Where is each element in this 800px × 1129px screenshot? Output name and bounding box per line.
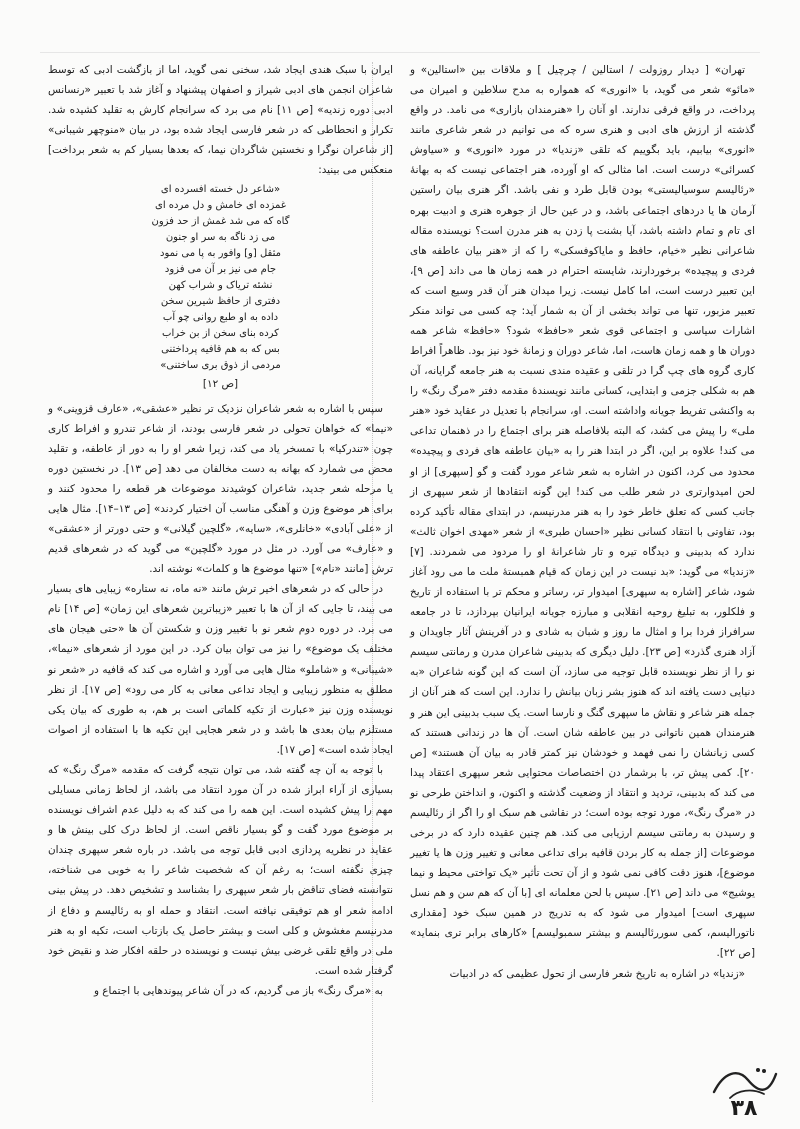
- poem-quote: [48, 182, 393, 374]
- poem-line: جام می نیز بر آن می فزود: [164, 264, 277, 276]
- page-number: ۳۸: [730, 1096, 758, 1121]
- paragraph: به «مرگ رنگ» باز می گردیم، که در آن شاعر پیوندهایی با اجتماع و: [93, 984, 383, 997]
- paragraph: در حالی که در شعرهای اخیر ترش مانند «نه ماه، نه ستاره» زیبایی های بسیار می بیند، تا جایی که از آن ها با تعبیر «زیباترین شعرهای این زمان» [ص ۱۴] نام می برد. در دوره دوم شعر نو با تغییر وزن و شکستن آن ها «حتی هیجان های مختلف یک موضوع» را نیز می توان بیان کرد. در این مورد از شعرهای «نیما»، «شیبانی» و «شاملو» مثال هایی می آورد و اشاره می کند که قافیه در «شعر نو مطلق به منظور زیبایی و ایجاد تداعی معانی به کار می رود» [ص ۱۷]. از نظر نویسنده وزن نیز «عبارت از تکیه کلماتی است بر هم، به طوری که بیان یکی مستلزم بیان بعدی ها باشد و در شعر هجایی این تکیه ها با استفاده از اصوات ایجاد شده است» [ص ۱۷].: [48, 583, 393, 756]
- poem-line: دفتری از حافظ شیرین سخن: [160, 296, 281, 308]
- paragraph: سپس با اشاره به شعر شاعران نزدیک تر نظیر «عشقی»، «عارف قزوینی» و «نیما» که خواهان تحولی در شعر فارسی بودند، از شاعر تندرو و افراط کاری چون «تندرکیا» با تمسخر یاد می کند، زیرا شعر او را به دور از عاطفه، و تقلید محض می شمارد که بهانه به دست مخالفان می دهد [ص ۱۳]. در نخستین دوره یا مرحله شعر جدید، شاعران کوشیدند موضوعات هر قطعه را محدود کنند و برای هر موضوع وزن و آهنگی مناسب آن اختیار کردند» [ص ۱۳–۱۴]. مثال هایی از «علی آبادی» «خانلری»، «سایه»، «گلچین گیلانی» و حتی دورتر از «عشقی» و «عارف» می آورد. در مثل در مورد «گلچین» می گوید که در شعرهای قدیم ترش [مانند «نام»] «تنها موضوع ها و کلمات» نوشته اند.: [48, 402, 393, 576]
- poem-line: می زد ناگه به سر او جنون: [165, 232, 276, 244]
- poem-line: «شاعر دل خسته افسرده ای: [160, 184, 281, 196]
- top-border: [40, 52, 760, 53]
- paragraph: تهران» [ دیدار روزولت / استالین / چرچیل ] و ملاقات بین «استالین» و «مائو» شعر می گوید، با «انوری» که همواره به مدح سلاطین و امیران می پرداخت، در واقع فرقی ندارند. او آنان را «هنرمندان بازاری» می نامد. در واقع گذشته از ارزش های ادبی و هنری سره که می توانیم در شعر شاعری مانند «انوری» بیابیم، باید بگوییم که تلقی «زندیا» در مورد «انوری» و «سیاوش کسرائی» درست است. اما مثالی که او آورده، هنر اجتماعی نیست که به بهانۀ «رئالیسم سوسیالیستی» بودن قابل طرد و نفی باشد. اگر هنری بیان راستین آرمان ها یا دردهای اجتماعی باشد، و در عین حال از جوهره هنری و ادبیت بهره ای تام و تمام داشته باشد، آیا بشنت پا زدن به هنر مدرن است؟ نویسنده مقاله شاعرانی نظیر «خیام، حافظ و مایاکوفسکی» را که از «هنر بیان عاطفه های فردی و پیچیده» برخوردارند، شایسته احترام در همه زمان ها می داند [ص ۹]، این تعبیر درست است، اما کامل نیست. زیرا میدان هنر آن قدر وسیع است که تعبیر مزبور، تنها می تواند بخشی از آن به شمار آید: چه کسی می تواند منکر اشارات سیاسی و اجتماعی قوی شعر «حافظ» شود؟ «حافظ» شاعر همه دوران ها و همه زمان هاست، اما، شاعر دوران و زمانۀ خود نیز بود. ظاهراً افراط کاری گروه های چپ گرا در تلقی و عقیده مندی نسبت به هنر جامعه گرایانه، آن هم به شکلی جزمی و ابتدایی، کسانی مانند نویسندۀ مقدمه دفتر «مرگ رنگ» را به واکنشی تفریط جویانه واداشته است. او، سرانجام با تعدیل در عقاید خود «هنر ملی» را پیش می کشد، که البته بلافاصله هنر برای اجتماع را در ذهنمان تداعی می کند! علاوه بر این، اگر در ابتدا هنر را به «بیان عاطفه های فردی و پیچیده» محدود می کرد، اکنون در اشاره به شعر شاعر مورد گفت و گو [سپهری] از او لحن امیدوارتری در شعر طلب می کند! این گونه انتقادها از شعر سپهری از جانب کسی که تعلق خاطر خود را به هنر مدرنیسم، در ابتدای مقاله تأکید کرده بود، تفاوتی با انتقاد کسانی نظیر «احسان طبری» از شعر «مهدی اخوان ثالث» ندارد که بدبینی و دیدگاه تیره و تار شاعرانۀ او را مردود می شمردند. [۷] «زندیا» می گوید: «بد نیست در این زمان که قیام همبستۀ ملت ما می رود آغاز شود، شاعر [اشاره به سپهری] امیدوار تر، رساتر و محکم تر با استفاده از تاریخ و فلکلور، به تبلیغ روحیه انقلابی و مبارزه جویانه ایرانیان بپردازد، تا در جامعه سرافراز فردا برا و امثال ما روز و شبان به شادی و در آفرینش آثار جاویدان و آزاد هنری گذرد» [ص ۲۳]. دلیل دیگری که بدبینی شاعران مدرن و رمانتی سیسم نو را از نظر نویسنده قابل توجیه می سازد، آن است که این گونه شاعران «به دنیایی دست یافته اند که هنوز بشر زبان بیانش را ندارد. این است که هنر آنان از جمله هنر شاعر و نقاش ما سپهری گنگ و نارسا است. یک سبب بدبینی این هنر و هنرمندان همین ناتوانی در بین عاطفه شان است. آن ها در زندانی هستند که کسی زبانشان را نمی فهمد و خودشان نیز کمتر قادر به بیان آن هستند» [ص ۲۰]. کمی پیش تر، با برشمار دن اختصاصات محتوایی شعر سپهری اعتقاد پیدا می کند که بدبینی، تردید و انتقاد از وضعیت گذشته و اکنون، و انداختن طرحی نو در «مرگ رنگ»، مورد توجه بوده است؛ در نقاشی هم سبک او را اگر از رئالیسم و رسیدن به رمانتی سیسم ارزیابی می کند. هم چنین عقیده دارد که در برخی موضوعات [از جمله به کار بردن قافیه برای تداعی معانی و تغییر وزن ها یا تغییر موضوع]، هنوز دقت کافی نمی شود و از آن تحت تأثیر «یک تواختی محیط و نیما یوشیج» می داند [ص ۲۱]. سپس با لحن معلمانه ای [با آن که هم سن و هم نسل سپهری است] امیدوار می شود که به تدریج در همین سبک خود [مقداری ناتورالیسم، کمی سوررئالیسم و بیشتر سمبولیسم] «کارهای برابر تری بنماید» [ص ۲۲].: [410, 64, 755, 960]
- poem-line: نشئه تریاک و شراب کهن: [168, 280, 273, 292]
- poem-line: کرده بنای سخن از بن خراب: [162, 328, 279, 340]
- poem-line: مثقل [و] وافور به پا می نمود: [160, 248, 281, 260]
- poem-line: بس که به هم قافیه پرداختنی: [161, 344, 280, 356]
- poem-line: داده به او طبع روانی چو آب: [162, 312, 279, 324]
- paragraph: «زندیا» در اشاره به تاریخ شعر فارسی از تحول عظیمی که در ادبیات: [449, 967, 745, 980]
- poem-line: غمزده ای خامش و دل مرده ای: [155, 200, 286, 212]
- paragraph: ایران با سبک هندی ایجاد شد، سخنی نمی گوید، اما از بازگشت ادبی که توسط شاعران انجمن های ادبی شیراز و اصفهان پیشنهاد و آغاز شد با تعبیر «رنسانس ادبی دوره زندیه» [ص ۱۱] نام می برد که سرانجام کارش به تقلید کشیده شد. تکرار و انحطاطی که در شعر فارسی ایجاد شده بود، در بیان «منوچهر شیبانی» [از شاعران نوگرا و نخستین شاگردان نیما، که بعدها بسیار کم به شعر برداخت] منعکس می بینید:: [48, 64, 394, 177]
- left-column: [48, 60, 393, 1001]
- poem-line: گاه که می شد غمش از حد فزون: [151, 216, 290, 228]
- right-column: [410, 60, 755, 984]
- poem-page-reference: [ص ۱۲]: [202, 378, 239, 391]
- paragraph: با توجه به آن چه گفته شد، می توان نتیجه گرفت که مقدمه «مرگ رنگ» که بسیاری از آراء ابراز شده در آن مورد انتقاد می باشد، از لحاظ زمانی مسایلی مهم را پیش کشیده است. این همه را می کند که به دلیل عدم اشراف نویسنده بر موضوع مورد گفت و گو بسیار ناقص است. از لحاظ درک کلی بینش ها و عقاید در نظریه پردازی ادبی قابل توجه می باشد. در باره شعر سپهری چندان چیزی نگفته است؛ به رغم آن که شخصیت شاعر را به خوبی می شناخته، نتوانسته فضای تناقض بار شعر سپهری را بشناسد و تشخیص دهد. در پیش بینی ادامه شعر او هم توفیقی نیافته است. انتقاد و حمله او به رئالیسم و دفاع از مدرنیسم مغشوش و کلی است و بیشتر حاصل یک بازتاب است، تکیه او به هنر ملی در واقع تلقی غرضی بیش نیست و نویسنده در حلقه افکار ضد و نقیض خود گرفتار شده است.: [48, 763, 393, 977]
- poem-line: مردمی از ذوق بری ساختنی»: [160, 360, 281, 372]
